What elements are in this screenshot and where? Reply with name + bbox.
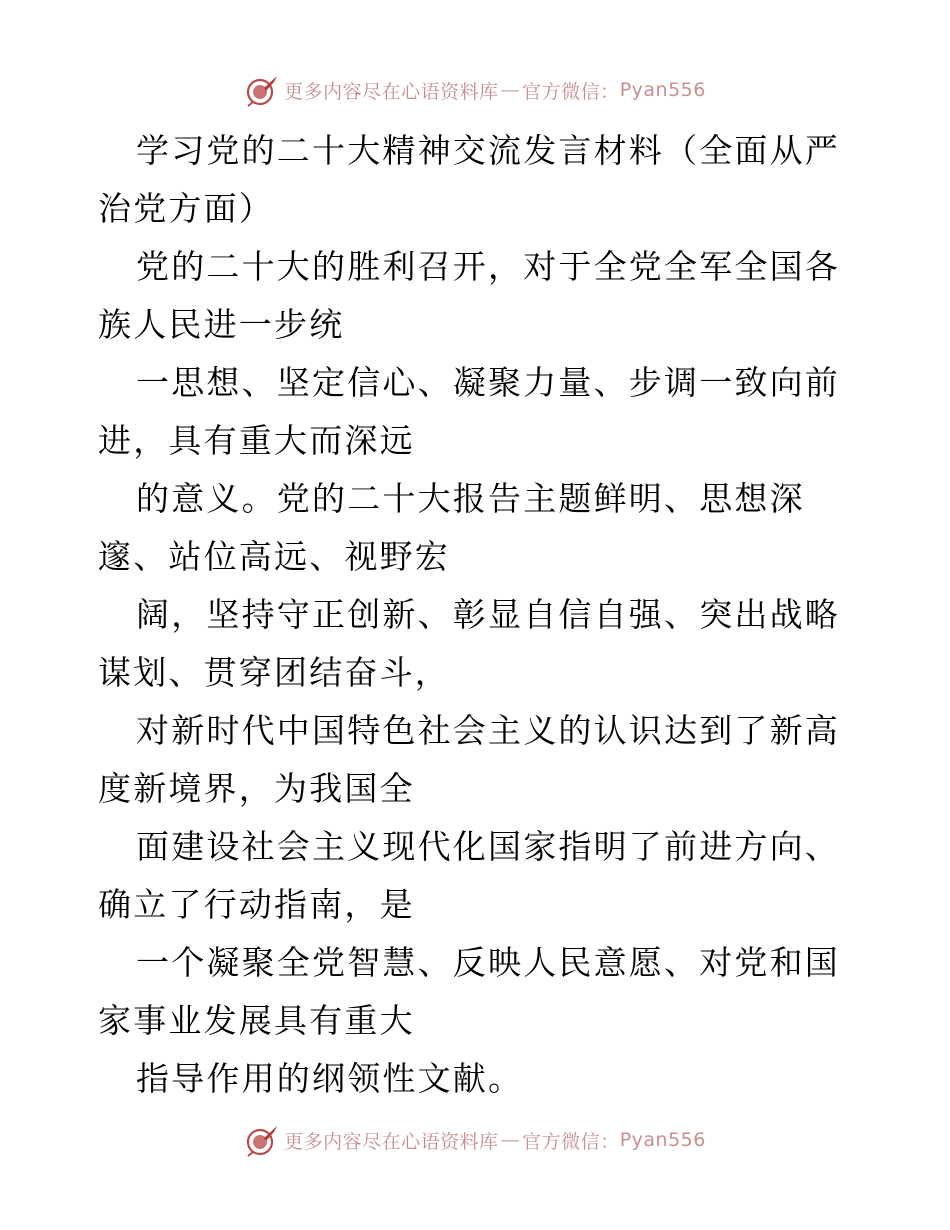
- paragraph: 党的二十大的胜利召开，对于全党全军全国各族人民进一步统: [98, 247, 840, 344]
- paragraph: 一思想、坚定信心、凝聚力量、步调一致向前进，具有重大而深远: [98, 363, 840, 460]
- paragraph: 阔，坚持守正创新、彰显自信自强、突出战略谋划、贯穿团结奋斗，: [98, 595, 840, 692]
- document-title: 学习党的二十大精神交流发言材料（全面从严治党方面）: [98, 131, 840, 228]
- paragraph: 一个凝聚全党智慧、反映人民意愿、对党和国家事业发展具有重大: [98, 943, 840, 1040]
- quill-logo-icon: [244, 72, 280, 108]
- paragraph: 对新时代中国特色社会主义的认识达到了新高度新境界，为我国全: [98, 711, 840, 808]
- watermark-brand-text: 更多内容尽在心语资料库: [284, 80, 499, 103]
- watermark-separator: —: [500, 1129, 521, 1151]
- footer-watermark: [0, 1120, 950, 1160]
- watermark-wechat-id: Pyan556: [619, 79, 706, 101]
- paragraph: 面建设社会主义现代化国家指明了前进方向、确立了行动指南，是: [98, 827, 840, 924]
- header-watermark: [0, 70, 950, 110]
- paragraph: 的意义。党的二十大报告主题鲜明、思想深邃、站位高远、视野宏: [98, 479, 805, 576]
- watermark-official-label: 官方微信：: [522, 80, 620, 103]
- paragraph: 指导作用的纲领性文献。: [136, 1059, 524, 1098]
- watermark-wechat-id: Pyan556: [619, 1129, 706, 1151]
- document-body: [98, 122, 858, 1108]
- watermark-official-label: 官方微信：: [522, 1130, 620, 1153]
- watermark-separator: —: [500, 79, 521, 101]
- quill-logo-icon: [244, 1122, 280, 1158]
- watermark-brand-text: 更多内容尽在心语资料库: [284, 1130, 499, 1153]
